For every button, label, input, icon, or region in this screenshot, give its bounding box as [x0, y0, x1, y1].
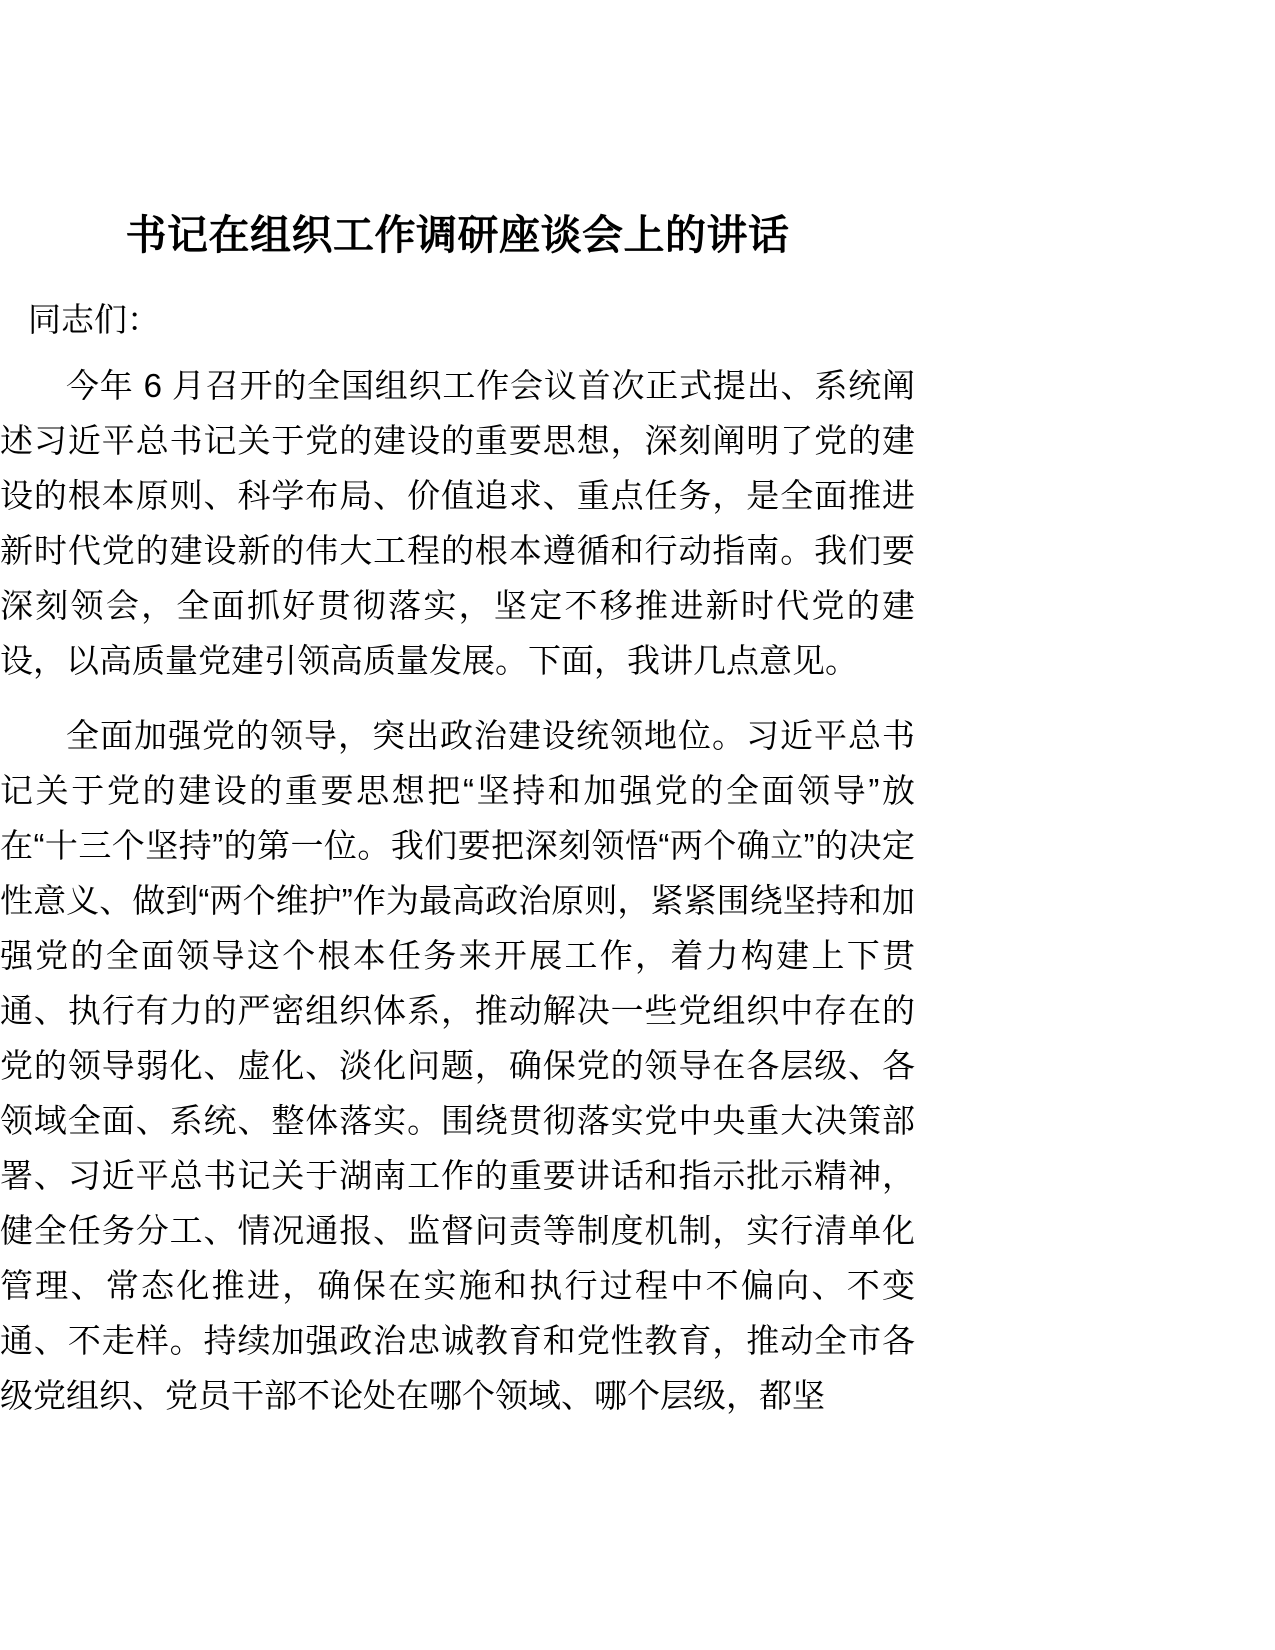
paragraph: 今年 6 月召开的全国组织工作会议首次正式提出、系统阐述习近平总书记关于党的建设的重要思想，深刻阐明了党的建设的根本原则、科学布局、价值追求、重点任务，是全面推进新时代党的建设新的伟大工程的根本遵循和行动指南。我们要深刻领会，全面抓好贯彻落实，坚定不移推进新时代党的建设，以高质量党建引领高质量发展。下面，我讲几点意见。 — [0, 367, 915, 679]
page-title: 书记在组织工作调研座谈会上的讲话 — [125, 212, 790, 258]
paragraph: 全面加强党的领导，突出政治建设统领地位。习近平总书记关于党的建设的重要思想把“坚持和加强党的全面领导”放在“十三个坚持”的第一位。我们要把深刻领悟“两个确立”的决定性意义、做到“两个维护”作为最高政治原则，紧紧围绕坚持和加强党的全面领导这个根本任务来开展工作，着力构建上下贯通、执行有力的严密组织体系，推动解决一些党组织中存在的党的领导弱化、虚化、淡化问题，确保党的领导在各层级、各领域全面、系统、整体落实。围绕贯彻落实党中央重大决策部署、习近平总书记关于湖南工作的重要讲话和指示批示精神，健全任务分工、情况通报、监督问责等制度机制，实行清单化管理、常态化推进，确保在实施和执行过程中不偏向、不变通、不走样。持续加强政治忠诚教育和党性教育，推动全市各级党组织、党员干部不论处在哪个领域、哪个层级，都坚 — [0, 717, 915, 1414]
body-text — [0, 358, 915, 1423]
salutation-line: 同志们： — [28, 301, 160, 338]
